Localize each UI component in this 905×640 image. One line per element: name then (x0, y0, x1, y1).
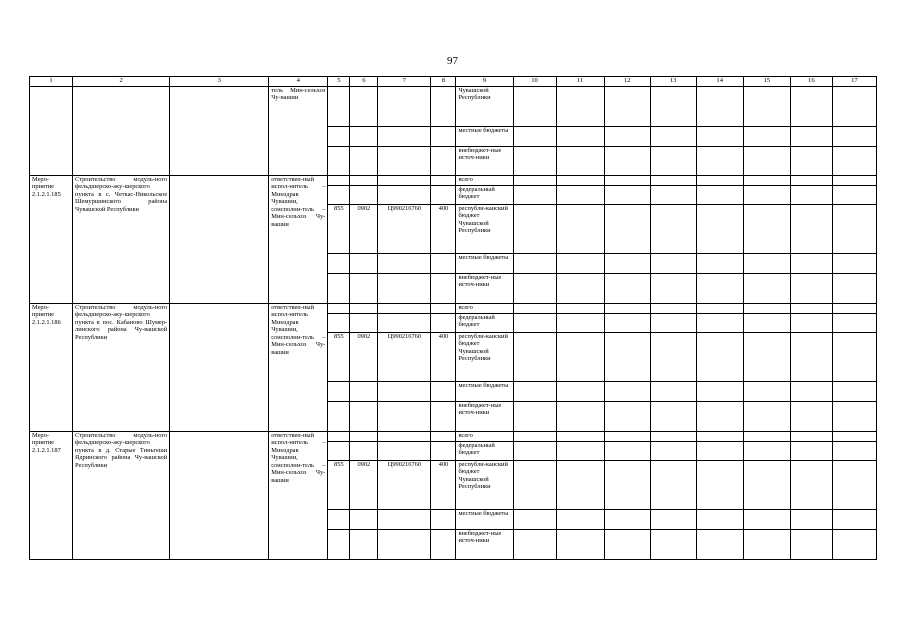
table-cell (832, 147, 876, 176)
table-cell (604, 530, 650, 560)
executor-cell: ответствен-ный испол-нитель – Минздрав Чувашии, соисполни-тель – Мин-сельхоз Чу-вашии (269, 176, 328, 304)
column-header: 4 (269, 77, 328, 87)
code-cell (328, 87, 350, 127)
code-cell (328, 304, 350, 314)
code-cell (431, 254, 456, 274)
table-cell (650, 333, 696, 382)
table-cell (513, 127, 556, 147)
code-cell (350, 87, 378, 127)
table-cell (513, 530, 556, 560)
table-cell (513, 254, 556, 274)
table-cell (743, 254, 790, 274)
table-cell (604, 461, 650, 510)
table-cell (696, 205, 743, 254)
code-cell: Ц990216760 (378, 333, 431, 382)
table-cell (790, 402, 832, 432)
table-cell (650, 530, 696, 560)
code-cell: 855 (328, 461, 350, 510)
column-header: 12 (604, 77, 650, 87)
table-cell (650, 176, 696, 186)
table-cell (556, 333, 604, 382)
table-cell (790, 186, 832, 205)
table-cell (604, 333, 650, 382)
table-cell (604, 186, 650, 205)
funding-source-cell: республи-канский бюджет Чувашской Республики (456, 461, 513, 510)
funding-source-cell: местные бюджеты (456, 254, 513, 274)
table-cell (832, 314, 876, 333)
table-cell (743, 432, 790, 442)
funding-source-cell: Чувашской Республики (456, 87, 513, 127)
table-cell (743, 402, 790, 432)
code-cell (431, 442, 456, 461)
table-cell (790, 314, 832, 333)
table-cell (790, 127, 832, 147)
code-cell: 0902 (350, 333, 378, 382)
table-cell (696, 127, 743, 147)
table-cell (556, 382, 604, 402)
measure-id-cell (30, 87, 73, 176)
table-cell (696, 304, 743, 314)
table-cell (790, 147, 832, 176)
program-measures-table (29, 76, 877, 560)
code-cell (350, 314, 378, 333)
table-cell (696, 333, 743, 382)
table-cell (556, 176, 604, 186)
funding-source-cell: местные бюджеты (456, 510, 513, 530)
table-cell (170, 432, 269, 560)
table-cell (790, 382, 832, 402)
table-cell (696, 461, 743, 510)
code-cell (378, 314, 431, 333)
code-cell (350, 402, 378, 432)
table-cell (832, 127, 876, 147)
table-cell (696, 442, 743, 461)
table-cell (556, 510, 604, 530)
measure-id-cell: Меро-приятие 2.1.2.1.186 (30, 304, 73, 432)
table-cell (556, 461, 604, 510)
code-cell: 400 (431, 333, 456, 382)
code-cell (431, 382, 456, 402)
table-cell (556, 87, 604, 127)
table-cell (513, 87, 556, 127)
code-cell (378, 274, 431, 304)
funding-source-cell: внебюджет-ные источ-ники (456, 402, 513, 432)
table-cell (790, 530, 832, 560)
table-cell (513, 186, 556, 205)
table-cell (556, 205, 604, 254)
column-header: 9 (456, 77, 513, 87)
table-cell (832, 402, 876, 432)
table-cell (832, 205, 876, 254)
table-cell (513, 274, 556, 304)
code-cell (350, 510, 378, 530)
table-cell (790, 432, 832, 442)
table-cell (832, 186, 876, 205)
table-cell (743, 442, 790, 461)
column-header: 11 (556, 77, 604, 87)
code-cell: Ц990216760 (378, 461, 431, 510)
table-cell (696, 530, 743, 560)
table-cell (604, 87, 650, 127)
code-cell (328, 432, 350, 442)
measure-id-cell: Меро-приятие 2.1.2.1.185 (30, 176, 73, 304)
table-cell (650, 314, 696, 333)
code-cell (378, 530, 431, 560)
code-cell (431, 127, 456, 147)
code-cell (328, 176, 350, 186)
column-header: 2 (73, 77, 170, 87)
table-cell (696, 314, 743, 333)
executor-cell: тель Мин-сельхоз Чу-вашии (269, 87, 328, 176)
code-cell (378, 442, 431, 461)
table-cell (790, 87, 832, 127)
table-cell (556, 402, 604, 432)
table-cell (604, 127, 650, 147)
table-cell (604, 382, 650, 402)
code-cell (328, 530, 350, 560)
table-cell (604, 402, 650, 432)
code-cell (378, 176, 431, 186)
code-cell (350, 442, 378, 461)
code-cell (350, 432, 378, 442)
table-cell (743, 314, 790, 333)
table-cell (743, 176, 790, 186)
table-cell (650, 254, 696, 274)
table-cell (832, 304, 876, 314)
table-cell (556, 432, 604, 442)
code-cell (350, 530, 378, 560)
table-cell (170, 87, 269, 176)
table-cell (743, 382, 790, 402)
code-cell (328, 147, 350, 176)
table-cell (650, 432, 696, 442)
table-cell (513, 176, 556, 186)
table-cell (650, 442, 696, 461)
column-header: 13 (650, 77, 696, 87)
measure-name-cell: Строительство модуль-ного фельдшерско-аку-шерского пункта в д. Старые Тиньгеши Ядринского района Чу-вашской Республики (73, 432, 170, 560)
table-cell (513, 432, 556, 442)
table-cell (743, 510, 790, 530)
code-cell (350, 127, 378, 147)
table-cell (743, 304, 790, 314)
code-cell (378, 402, 431, 432)
table-cell (743, 274, 790, 304)
table-cell (556, 442, 604, 461)
code-cell (431, 274, 456, 304)
column-header: 15 (743, 77, 790, 87)
table-cell (513, 442, 556, 461)
code-cell (431, 87, 456, 127)
table-cell (790, 176, 832, 186)
table-cell (513, 304, 556, 314)
column-header: 3 (170, 77, 269, 87)
code-cell: 855 (328, 333, 350, 382)
code-cell: 855 (328, 205, 350, 254)
table-cell (604, 176, 650, 186)
table-cell (790, 254, 832, 274)
table-cell (513, 510, 556, 530)
measure-id-cell: Меро-приятие 2.1.2.1.187 (30, 432, 73, 560)
column-header: 8 (431, 77, 456, 87)
table-cell (696, 254, 743, 274)
code-cell (431, 510, 456, 530)
table-cell (556, 254, 604, 274)
table-row (30, 432, 877, 442)
code-cell (328, 510, 350, 530)
table-cell (790, 510, 832, 530)
table-cell (696, 186, 743, 205)
table-cell (832, 461, 876, 510)
table-cell (832, 530, 876, 560)
table-cell (604, 432, 650, 442)
table-cell (832, 510, 876, 530)
table-cell (650, 127, 696, 147)
table-cell (743, 186, 790, 205)
table-cell (743, 205, 790, 254)
code-cell: 400 (431, 461, 456, 510)
code-cell (328, 254, 350, 274)
funding-source-cell: внебюджет-ные источ-ники (456, 530, 513, 560)
funding-source-cell: федеральный бюджет (456, 314, 513, 333)
code-cell: 0902 (350, 461, 378, 510)
table-cell (743, 147, 790, 176)
table-cell (832, 333, 876, 382)
table-cell (650, 402, 696, 432)
column-header: 7 (378, 77, 431, 87)
table-cell (650, 147, 696, 176)
table-cell (604, 147, 650, 176)
table-cell (556, 127, 604, 147)
table-cell (604, 304, 650, 314)
table-cell (650, 461, 696, 510)
code-cell (350, 186, 378, 205)
table-cell (696, 87, 743, 127)
table-cell (696, 432, 743, 442)
column-header: 16 (790, 77, 832, 87)
table-row (30, 176, 877, 186)
code-cell (328, 442, 350, 461)
funding-source-cell: всего (456, 432, 513, 442)
table-cell (170, 304, 269, 432)
code-cell (350, 176, 378, 186)
code-cell (328, 314, 350, 333)
code-cell (328, 186, 350, 205)
table-cell (790, 333, 832, 382)
table-cell (832, 442, 876, 461)
measure-name-cell (73, 87, 170, 176)
table-cell (832, 87, 876, 127)
table-cell (650, 205, 696, 254)
funding-source-cell: федеральный бюджет (456, 186, 513, 205)
funding-source-cell: всего (456, 176, 513, 186)
table-cell (650, 382, 696, 402)
column-header: 6 (350, 77, 378, 87)
code-cell (328, 274, 350, 304)
code-cell (350, 274, 378, 304)
measure-name-cell: Строительство модуль-ного фельдшерско-аку-шерского пункта в пос. Кабаново Шумер-линского района Чу-вашской Республики (73, 304, 170, 432)
column-header: 1 (30, 77, 73, 87)
table-cell (556, 530, 604, 560)
funding-source-cell: республи-канский бюджет Чувашской Республики (456, 333, 513, 382)
table-cell (790, 304, 832, 314)
table-cell (513, 382, 556, 402)
page-number: 97 (447, 55, 458, 67)
code-cell (378, 127, 431, 147)
table-cell (650, 186, 696, 205)
table-row (30, 87, 877, 127)
code-cell (328, 382, 350, 402)
table-cell (556, 147, 604, 176)
code-cell (328, 127, 350, 147)
table-cell (556, 314, 604, 333)
code-cell (431, 304, 456, 314)
code-cell (431, 176, 456, 186)
table-cell (650, 87, 696, 127)
code-cell (350, 304, 378, 314)
code-cell (378, 254, 431, 274)
table-cell (743, 333, 790, 382)
table-cell (513, 147, 556, 176)
table-cell (696, 402, 743, 432)
code-cell (378, 147, 431, 176)
funding-source-cell: республи-канский бюджет Чувашской Республики (456, 205, 513, 254)
code-cell (431, 402, 456, 432)
table-cell (650, 510, 696, 530)
funding-source-cell: местные бюджеты (456, 127, 513, 147)
table-cell (604, 510, 650, 530)
table-cell (170, 176, 269, 304)
table-cell (696, 382, 743, 402)
code-cell (431, 530, 456, 560)
column-header: 17 (832, 77, 876, 87)
funding-source-cell: местные бюджеты (456, 382, 513, 402)
code-cell (350, 382, 378, 402)
table-cell (513, 402, 556, 432)
funding-source-cell: внебюджет-ные источ-ники (456, 147, 513, 176)
code-cell (378, 304, 431, 314)
table-cell (513, 333, 556, 382)
code-cell (431, 186, 456, 205)
code-cell (431, 314, 456, 333)
code-cell (350, 147, 378, 176)
table-cell (790, 442, 832, 461)
column-header: 10 (513, 77, 556, 87)
executor-cell: ответствен-ный испол-нитель Минздрав Чувашии, соисполни-тель – Мин-сельхоз Чу-вашии (269, 304, 328, 432)
code-cell: 0902 (350, 205, 378, 254)
column-header: 5 (328, 77, 350, 87)
code-cell (378, 382, 431, 402)
table-cell (513, 314, 556, 333)
table-cell (832, 274, 876, 304)
executor-cell: ответствен-ный испол-нитель – Минздрав Чувашии, соисполни-тель – Мин-сельхоз Чу-вашии (269, 432, 328, 560)
code-cell (328, 402, 350, 432)
funding-source-cell: внебюджет-ные источ-ники (456, 274, 513, 304)
table-cell (604, 442, 650, 461)
code-cell (378, 87, 431, 127)
table-cell (604, 205, 650, 254)
code-cell (378, 186, 431, 205)
table-cell (650, 304, 696, 314)
table-cell (696, 274, 743, 304)
table-cell (696, 510, 743, 530)
table-cell (832, 382, 876, 402)
table-cell (604, 274, 650, 304)
code-cell (431, 432, 456, 442)
table-cell (650, 274, 696, 304)
table-cell (513, 461, 556, 510)
code-cell (431, 147, 456, 176)
table-cell (790, 274, 832, 304)
table-cell (556, 186, 604, 205)
funding-source-cell: всего (456, 304, 513, 314)
code-cell (378, 432, 431, 442)
table-cell (790, 461, 832, 510)
table-cell (743, 530, 790, 560)
column-number-row (30, 77, 877, 87)
code-cell: Ц990216760 (378, 205, 431, 254)
table-cell (556, 274, 604, 304)
code-cell: 400 (431, 205, 456, 254)
table-cell (832, 254, 876, 274)
table-cell (696, 176, 743, 186)
code-cell (378, 510, 431, 530)
table-cell (556, 304, 604, 314)
table-cell (743, 461, 790, 510)
table-cell (604, 254, 650, 274)
measure-name-cell: Строительство модуль-ного фельдшерско-аку-шерского пункта в с. Четкас-Никольское Шемуршинского района Чувашской Республики (73, 176, 170, 304)
table-row (30, 304, 877, 314)
table-cell (743, 87, 790, 127)
table-cell (604, 314, 650, 333)
table-cell (696, 147, 743, 176)
code-cell (350, 254, 378, 274)
table-cell (832, 432, 876, 442)
funding-source-cell: федеральный бюджет (456, 442, 513, 461)
table-cell (790, 205, 832, 254)
table-cell (513, 205, 556, 254)
table-cell (743, 127, 790, 147)
table-cell (832, 176, 876, 186)
column-header: 14 (696, 77, 743, 87)
